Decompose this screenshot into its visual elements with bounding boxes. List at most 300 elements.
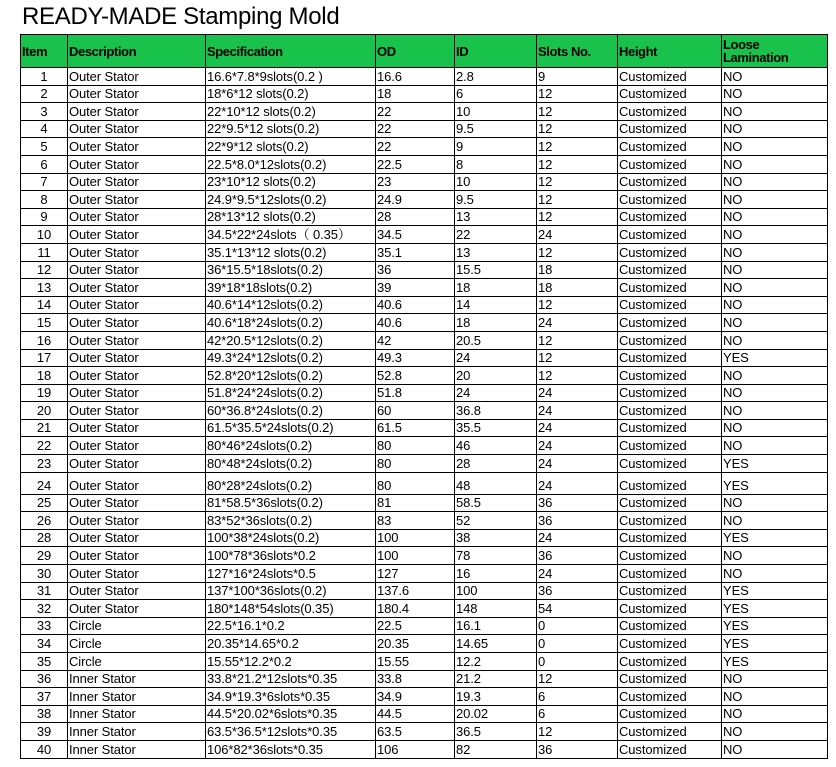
cell-height: Customized xyxy=(618,635,722,653)
cell-slots: 18 xyxy=(537,279,618,297)
cell-description: Outer Stator xyxy=(68,547,206,565)
cell-slots: 12 xyxy=(537,367,618,385)
cell-specification: 52.8*20*12slots(0.2) xyxy=(206,367,376,385)
cell-height: Customized xyxy=(618,208,722,226)
cell-item: 35 xyxy=(21,653,68,671)
cell-slots: 12 xyxy=(537,331,618,349)
table-row xyxy=(21,635,828,653)
cell-height: Customized xyxy=(618,653,722,671)
table-row xyxy=(21,155,828,173)
cell-slots: 12 xyxy=(537,191,618,209)
cell-height: Customized xyxy=(618,494,722,512)
cell-slots: 12 xyxy=(537,173,618,191)
cell-item: 1 xyxy=(21,68,68,86)
cell-loose-lamination: NO xyxy=(722,402,828,420)
cell-slots: 18 xyxy=(537,261,618,279)
table-row xyxy=(21,296,828,314)
cell-od: 22 xyxy=(376,138,455,156)
cell-slots: 24 xyxy=(537,402,618,420)
cell-item: 18 xyxy=(21,367,68,385)
cell-description: Outer Stator xyxy=(68,226,206,244)
cell-od: 49.3 xyxy=(376,349,455,367)
cell-height: Customized xyxy=(618,740,722,758)
column-header-loose-lamination xyxy=(722,35,828,68)
cell-id: 16 xyxy=(455,565,537,583)
cell-od: 51.8 xyxy=(376,384,455,402)
cell-od: 80 xyxy=(376,437,455,455)
cell-loose-lamination: NO xyxy=(722,314,828,332)
cell-slots: 24 xyxy=(537,455,618,473)
cell-item: 29 xyxy=(21,547,68,565)
cell-item: 32 xyxy=(21,600,68,618)
cell-slots: 12 xyxy=(537,208,618,226)
cell-slots: 36 xyxy=(537,512,618,530)
table-row xyxy=(21,437,828,455)
cell-specification: 39*18*18slots(0.2) xyxy=(206,279,376,297)
table-row xyxy=(21,472,828,494)
cell-specification: 16.6*7.8*9slots(0.2 ) xyxy=(206,68,376,86)
cell-slots: 12 xyxy=(537,138,618,156)
cell-od: 80 xyxy=(376,455,455,473)
cell-specification: 100*78*36slots*0.2 xyxy=(206,547,376,565)
table-row xyxy=(21,261,828,279)
cell-item: 6 xyxy=(21,155,68,173)
cell-id: 10 xyxy=(455,103,537,121)
cell-od: 16.6 xyxy=(376,68,455,86)
table-row xyxy=(21,617,828,635)
table-row xyxy=(21,173,828,191)
cell-loose-lamination: NO xyxy=(722,565,828,583)
cell-specification: 137*100*36slots(0.2) xyxy=(206,582,376,600)
cell-slots: 12 xyxy=(537,85,618,103)
cell-specification: 61.5*35.5*24slots(0.2) xyxy=(206,419,376,437)
table-row xyxy=(21,138,828,156)
cell-height: Customized xyxy=(618,243,722,261)
cell-id: 18 xyxy=(455,314,537,332)
cell-specification: 106*82*36slots*0.35 xyxy=(206,740,376,758)
cell-loose-lamination: NO xyxy=(722,103,828,121)
cell-id: 52 xyxy=(455,512,537,530)
cell-specification: 22.5*16.1*0.2 xyxy=(206,617,376,635)
cell-height: Customized xyxy=(618,367,722,385)
cell-description: Outer Stator xyxy=(68,296,206,314)
column-header-specification: Specification xyxy=(206,35,376,68)
cell-item: 14 xyxy=(21,296,68,314)
cell-loose-lamination: NO xyxy=(722,723,828,741)
cell-item: 2 xyxy=(21,85,68,103)
cell-description: Outer Stator xyxy=(68,472,206,494)
cell-item: 38 xyxy=(21,705,68,723)
cell-description: Outer Stator xyxy=(68,437,206,455)
cell-od: 22 xyxy=(376,120,455,138)
cell-item: 21 xyxy=(21,419,68,437)
cell-loose-lamination: YES xyxy=(722,349,828,367)
cell-id: 78 xyxy=(455,547,537,565)
cell-height: Customized xyxy=(618,191,722,209)
table-row xyxy=(21,670,828,688)
cell-id: 35.5 xyxy=(455,419,537,437)
cell-od: 83 xyxy=(376,512,455,530)
cell-od: 35.1 xyxy=(376,243,455,261)
cell-od: 100 xyxy=(376,529,455,547)
cell-specification: 42*20.5*12slots(0.2) xyxy=(206,331,376,349)
cell-height: Customized xyxy=(618,384,722,402)
cell-description: Outer Stator xyxy=(68,155,206,173)
cell-od: 63.5 xyxy=(376,723,455,741)
cell-id: 9.5 xyxy=(455,120,537,138)
cell-height: Customized xyxy=(618,705,722,723)
table-row xyxy=(21,279,828,297)
cell-specification: 28*13*12 slots(0.2) xyxy=(206,208,376,226)
table-row xyxy=(21,349,828,367)
table-row xyxy=(21,723,828,741)
cell-description: Circle xyxy=(68,653,206,671)
cell-height: Customized xyxy=(618,103,722,121)
cell-slots: 12 xyxy=(537,155,618,173)
cell-id: 15.5 xyxy=(455,261,537,279)
cell-id: 8 xyxy=(455,155,537,173)
cell-height: Customized xyxy=(618,688,722,706)
cell-item: 31 xyxy=(21,582,68,600)
cell-od: 22.5 xyxy=(376,155,455,173)
cell-slots: 54 xyxy=(537,600,618,618)
table-row xyxy=(21,600,828,618)
cell-specification: 127*16*24slots*0.5 xyxy=(206,565,376,583)
cell-slots: 36 xyxy=(537,494,618,512)
cell-height: Customized xyxy=(618,582,722,600)
cell-od: 60 xyxy=(376,402,455,420)
cell-description: Inner Stator xyxy=(68,740,206,758)
cell-height: Customized xyxy=(618,296,722,314)
cell-item: 30 xyxy=(21,565,68,583)
cell-specification: 60*36.8*24slots(0.2) xyxy=(206,402,376,420)
cell-height: Customized xyxy=(618,120,722,138)
cell-description: Outer Stator xyxy=(68,120,206,138)
cell-slots: 12 xyxy=(537,723,618,741)
cell-od: 81 xyxy=(376,494,455,512)
column-header-id: ID xyxy=(455,35,537,68)
cell-description: Outer Stator xyxy=(68,191,206,209)
table-row xyxy=(21,529,828,547)
cell-specification: 81*58.5*36slots(0.2) xyxy=(206,494,376,512)
table-row xyxy=(21,208,828,226)
cell-item: 12 xyxy=(21,261,68,279)
table-row xyxy=(21,85,828,103)
cell-slots: 24 xyxy=(537,419,618,437)
cell-id: 24 xyxy=(455,384,537,402)
cell-od: 15.55 xyxy=(376,653,455,671)
cell-loose-lamination: NO xyxy=(722,419,828,437)
cell-id: 13 xyxy=(455,243,537,261)
table-row xyxy=(21,103,828,121)
cell-id: 16.1 xyxy=(455,617,537,635)
cell-loose-lamination: YES xyxy=(722,472,828,494)
cell-od: 106 xyxy=(376,740,455,758)
table-row xyxy=(21,419,828,437)
cell-description: Outer Stator xyxy=(68,331,206,349)
cell-height: Customized xyxy=(618,173,722,191)
cell-height: Customized xyxy=(618,565,722,583)
cell-item: 39 xyxy=(21,723,68,741)
cell-od: 180.4 xyxy=(376,600,455,618)
page-title: READY-MADE Stamping Mold xyxy=(22,3,340,30)
cell-item: 28 xyxy=(21,529,68,547)
cell-od: 34.5 xyxy=(376,226,455,244)
cell-description: Outer Stator xyxy=(68,582,206,600)
cell-id: 2.8 xyxy=(455,68,537,86)
cell-item: 40 xyxy=(21,740,68,758)
cell-height: Customized xyxy=(618,547,722,565)
cell-item: 33 xyxy=(21,617,68,635)
cell-description: Outer Stator xyxy=(68,279,206,297)
cell-loose-lamination: NO xyxy=(722,191,828,209)
cell-loose-lamination: NO xyxy=(722,705,828,723)
cell-height: Customized xyxy=(618,600,722,618)
cell-specification: 40.6*18*24slots(0.2) xyxy=(206,314,376,332)
cell-specification: 34.9*19.3*6slots*0.35 xyxy=(206,688,376,706)
cell-item: 13 xyxy=(21,279,68,297)
cell-specification: 40.6*14*12slots(0.2) xyxy=(206,296,376,314)
cell-item: 3 xyxy=(21,103,68,121)
table-row xyxy=(21,367,828,385)
cell-id: 100 xyxy=(455,582,537,600)
cell-specification: 44.5*20.02*6slots*0.35 xyxy=(206,705,376,723)
cell-item: 20 xyxy=(21,402,68,420)
cell-item: 17 xyxy=(21,349,68,367)
table-row xyxy=(21,582,828,600)
cell-item: 7 xyxy=(21,173,68,191)
cell-id: 18 xyxy=(455,279,537,297)
cell-od: 28 xyxy=(376,208,455,226)
table-row xyxy=(21,740,828,758)
cell-item: 34 xyxy=(21,635,68,653)
cell-loose-lamination: NO xyxy=(722,740,828,758)
cell-slots: 9 xyxy=(537,68,618,86)
cell-id: 9.5 xyxy=(455,191,537,209)
cell-id: 9 xyxy=(455,138,537,156)
cell-description: Inner Stator xyxy=(68,670,206,688)
cell-description: Inner Stator xyxy=(68,705,206,723)
cell-description: Outer Stator xyxy=(68,600,206,618)
cell-od: 34.9 xyxy=(376,688,455,706)
cell-slots: 24 xyxy=(537,529,618,547)
cell-od: 100 xyxy=(376,547,455,565)
cell-item: 25 xyxy=(21,494,68,512)
cell-loose-lamination: NO xyxy=(722,331,828,349)
cell-id: 12.2 xyxy=(455,653,537,671)
cell-height: Customized xyxy=(618,314,722,332)
cell-od: 137.6 xyxy=(376,582,455,600)
cell-loose-lamination: NO xyxy=(722,243,828,261)
cell-slots: 12 xyxy=(537,120,618,138)
cell-description: Outer Stator xyxy=(68,103,206,121)
loose-lamination-label: Loose Lamination xyxy=(723,37,789,65)
cell-item: 26 xyxy=(21,512,68,530)
cell-description: Outer Stator xyxy=(68,243,206,261)
cell-specification: 100*38*24slots(0.2) xyxy=(206,529,376,547)
cell-loose-lamination: NO xyxy=(722,120,828,138)
cell-height: Customized xyxy=(618,138,722,156)
column-header-od: OD xyxy=(376,35,455,68)
table-row xyxy=(21,494,828,512)
cell-specification: 33.8*21.2*12slots*0.35 xyxy=(206,670,376,688)
cell-id: 36.5 xyxy=(455,723,537,741)
cell-loose-lamination: NO xyxy=(722,296,828,314)
cell-item: 37 xyxy=(21,688,68,706)
table-row xyxy=(21,455,828,473)
cell-specification: 22*10*12 slots(0.2) xyxy=(206,103,376,121)
cell-description: Outer Stator xyxy=(68,138,206,156)
cell-id: 58.5 xyxy=(455,494,537,512)
cell-specification: 24.9*9.5*12slots(0.2) xyxy=(206,191,376,209)
cell-loose-lamination: YES xyxy=(722,617,828,635)
cell-height: Customized xyxy=(618,472,722,494)
cell-item: 9 xyxy=(21,208,68,226)
cell-description: Circle xyxy=(68,617,206,635)
cell-slots: 24 xyxy=(537,472,618,494)
cell-specification: 23*10*12 slots(0.2) xyxy=(206,173,376,191)
cell-od: 24.9 xyxy=(376,191,455,209)
cell-height: Customized xyxy=(618,331,722,349)
cell-description: Inner Stator xyxy=(68,723,206,741)
cell-specification: 80*46*24slots(0.2) xyxy=(206,437,376,455)
cell-item: 36 xyxy=(21,670,68,688)
cell-loose-lamination: YES xyxy=(722,529,828,547)
cell-height: Customized xyxy=(618,419,722,437)
table-row xyxy=(21,688,828,706)
column-header-description: Description xyxy=(68,35,206,68)
cell-id: 148 xyxy=(455,600,537,618)
cell-description: Outer Stator xyxy=(68,349,206,367)
cell-od: 18 xyxy=(376,85,455,103)
cell-slots: 12 xyxy=(537,243,618,261)
cell-id: 13 xyxy=(455,208,537,226)
cell-specification: 49.3*24*12slots(0.2) xyxy=(206,349,376,367)
table-row xyxy=(21,384,828,402)
cell-loose-lamination: YES xyxy=(722,653,828,671)
table-row xyxy=(21,547,828,565)
cell-id: 21.2 xyxy=(455,670,537,688)
cell-id: 46 xyxy=(455,437,537,455)
cell-description: Outer Stator xyxy=(68,455,206,473)
cell-loose-lamination: NO xyxy=(722,384,828,402)
cell-description: Outer Stator xyxy=(68,367,206,385)
cell-od: 36 xyxy=(376,261,455,279)
cell-specification: 22*9.5*12 slots(0.2) xyxy=(206,120,376,138)
cell-item: 22 xyxy=(21,437,68,455)
cell-id: 36.8 xyxy=(455,402,537,420)
cell-specification: 18*6*12 slots(0.2) xyxy=(206,85,376,103)
cell-specification: 34.5*22*24slots（ 0.35） xyxy=(206,226,376,244)
cell-specification: 180*148*54slots(0.35) xyxy=(206,600,376,618)
cell-slots: 0 xyxy=(537,653,618,671)
column-header-item: Item xyxy=(21,35,68,68)
cell-slots: 0 xyxy=(537,617,618,635)
cell-id: 28 xyxy=(455,455,537,473)
cell-id: 82 xyxy=(455,740,537,758)
cell-item: 15 xyxy=(21,314,68,332)
cell-loose-lamination: NO xyxy=(722,688,828,706)
cell-slots: 36 xyxy=(537,582,618,600)
cell-description: Outer Stator xyxy=(68,494,206,512)
cell-height: Customized xyxy=(618,455,722,473)
cell-id: 20.5 xyxy=(455,331,537,349)
cell-loose-lamination: NO xyxy=(722,512,828,530)
cell-slots: 24 xyxy=(537,314,618,332)
cell-slots: 24 xyxy=(537,565,618,583)
cell-item: 8 xyxy=(21,191,68,209)
table-row xyxy=(21,402,828,420)
cell-height: Customized xyxy=(618,402,722,420)
table-row xyxy=(21,68,828,86)
cell-specification: 83*52*36slots(0.2) xyxy=(206,512,376,530)
cell-loose-lamination: NO xyxy=(722,494,828,512)
cell-slots: 24 xyxy=(537,226,618,244)
cell-specification: 22.5*8.0*12slots(0.2) xyxy=(206,155,376,173)
cell-item: 11 xyxy=(21,243,68,261)
cell-loose-lamination: NO xyxy=(722,670,828,688)
table-header-row xyxy=(21,35,828,68)
cell-od: 80 xyxy=(376,472,455,494)
cell-specification: 20.35*14.65*0.2 xyxy=(206,635,376,653)
cell-description: Outer Stator xyxy=(68,314,206,332)
cell-od: 39 xyxy=(376,279,455,297)
cell-description: Outer Stator xyxy=(68,512,206,530)
cell-specification: 51.8*24*24slots(0.2) xyxy=(206,384,376,402)
cell-slots: 6 xyxy=(537,705,618,723)
table-row xyxy=(21,191,828,209)
cell-height: Customized xyxy=(618,279,722,297)
cell-od: 40.6 xyxy=(376,314,455,332)
table-row xyxy=(21,565,828,583)
cell-description: Outer Stator xyxy=(68,208,206,226)
cell-height: Customized xyxy=(618,68,722,86)
cell-description: Outer Stator xyxy=(68,261,206,279)
cell-specification: 80*28*24slots(0.2) xyxy=(206,472,376,494)
table-row xyxy=(21,653,828,671)
cell-od: 40.6 xyxy=(376,296,455,314)
cell-loose-lamination: NO xyxy=(722,208,828,226)
cell-id: 19.3 xyxy=(455,688,537,706)
cell-loose-lamination: NO xyxy=(722,226,828,244)
cell-height: Customized xyxy=(618,529,722,547)
cell-height: Customized xyxy=(618,155,722,173)
cell-loose-lamination: NO xyxy=(722,173,828,191)
cell-id: 20.02 xyxy=(455,705,537,723)
stamping-mold-table xyxy=(20,34,828,759)
cell-loose-lamination: YES xyxy=(722,455,828,473)
cell-od: 22.5 xyxy=(376,617,455,635)
table-row xyxy=(21,705,828,723)
cell-od: 22 xyxy=(376,103,455,121)
cell-loose-lamination: NO xyxy=(722,155,828,173)
cell-item: 16 xyxy=(21,331,68,349)
cell-loose-lamination: YES xyxy=(722,635,828,653)
cell-loose-lamination: NO xyxy=(722,367,828,385)
cell-id: 20 xyxy=(455,367,537,385)
cell-id: 14.65 xyxy=(455,635,537,653)
cell-slots: 0 xyxy=(537,635,618,653)
cell-specification: 36*15.5*18slots(0.2) xyxy=(206,261,376,279)
cell-od: 23 xyxy=(376,173,455,191)
cell-item: 10 xyxy=(21,226,68,244)
cell-slots: 12 xyxy=(537,670,618,688)
column-header-slots: Slots No. xyxy=(537,35,618,68)
cell-id: 48 xyxy=(455,472,537,494)
cell-od: 42 xyxy=(376,331,455,349)
cell-item: 19 xyxy=(21,384,68,402)
cell-od: 33.8 xyxy=(376,670,455,688)
